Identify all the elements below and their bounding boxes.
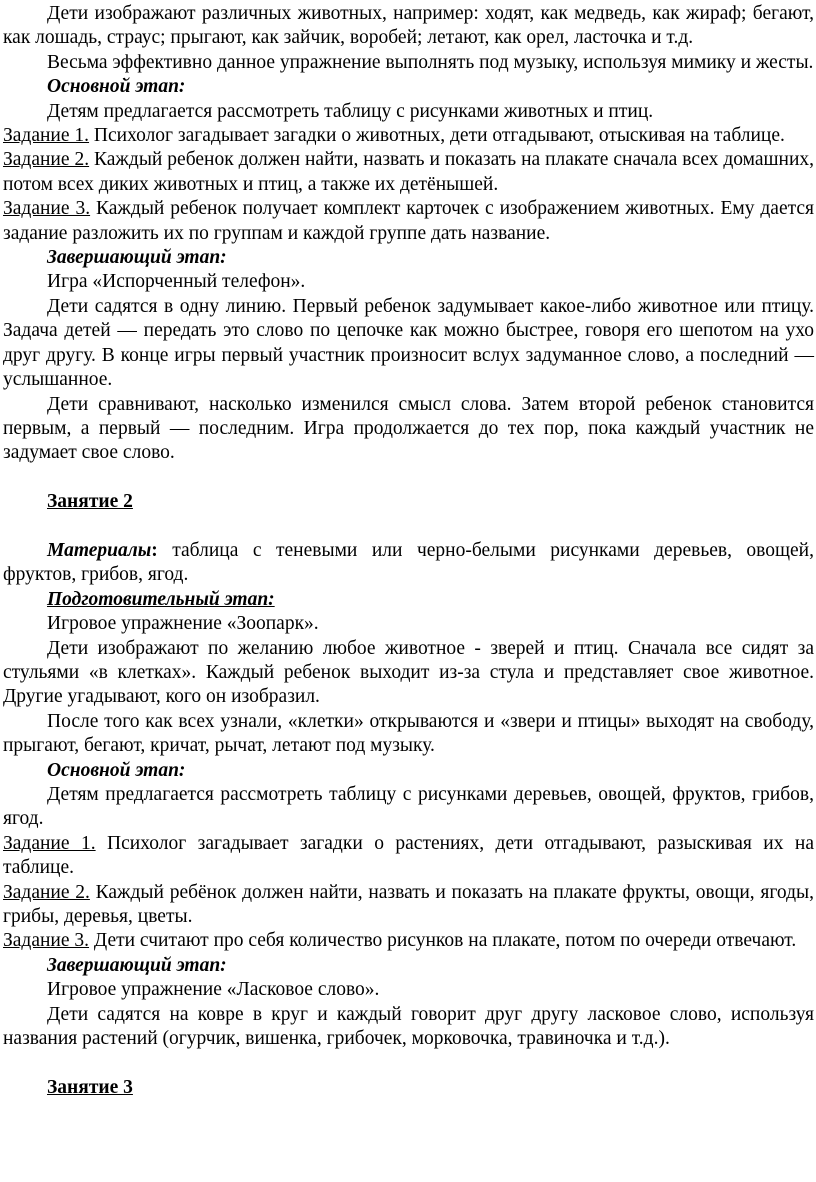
paragraph: Игра «Испорченный телефон». xyxy=(47,271,306,293)
section-heading: Завершающий этап: xyxy=(47,247,227,269)
task-text: Дети считают про себя количество рисунков на плакате, потом по очереди отвечают. xyxy=(89,930,797,952)
task-text: Психолог загадывает загадки о животных, дети отгадывают, отыскивая на таблице. xyxy=(89,125,785,147)
paragraph: Игровое упражнение «Зоопарк». xyxy=(47,613,319,635)
spacer xyxy=(3,466,814,490)
section-heading: Основной этап: xyxy=(47,76,186,98)
lesson-title: Занятие 3 xyxy=(47,1076,133,1098)
paragraph: Дети сравнивают, насколько изменился смысл слова. Затем второй ребенок становится первым, а первый — последним. Игра продолжается до тех пор, пока каждый участник не задумает свое слово. xyxy=(3,393,814,464)
task-paragraph xyxy=(3,832,814,881)
task-text: Каждый ребенок должен найти, назвать и показать на плакате сначала всех домашних, потом всех диких животных и птиц, а также их детёнышей. xyxy=(3,149,814,195)
task-text: Каждый ребенок получает комплект карточек с изображением животных. Ему дается задание разложить их по группам и каждой группе дать название. xyxy=(3,198,814,244)
materials-text: таблица с теневыми или черно-белыми рисунками деревьев, овощей, фруктов, грибов, ягод. xyxy=(3,539,814,586)
paragraph: Дети изображают по желанию любое животное - зверей и птиц. Сначала все сидят за стульями «в клетках». Каждый ребенок выходит из-за стула и представляет свое животное. Другие угадывают, кого он изобразил. xyxy=(3,637,814,708)
paragraph: Игровое упражнение «Ласковое слово». xyxy=(47,979,380,1001)
task-label: Задание 1. xyxy=(3,832,96,854)
paragraph: Дети садятся на ковре в круг и каждый говорит друг другу ласковое слово, используя названия растений (огурчик, вишенка, грибочек, морковочка, травиночка и т.д.). xyxy=(3,1003,814,1050)
task-paragraph xyxy=(3,881,814,930)
paragraph: Дети садятся в одну линию. Первый ребенок задумывает какое-либо животное или птицу. Задача детей — передать это слово по цепочке как можно быстрее, говоря его шепотом на ухо друг другу. В конце игры первый участник произносит вслух задуманное слово, а последний — услышанное. xyxy=(3,295,814,391)
spacer xyxy=(3,1051,814,1075)
section-heading: Завершающий этап: xyxy=(47,954,227,976)
task-paragraph xyxy=(3,124,814,148)
paragraph: Детям предлагается рассмотреть таблицу с рисунками деревьев, овощей, фруктов, грибов, ягод. xyxy=(3,783,814,830)
task-label: Задание 2. xyxy=(3,149,90,171)
lesson-title: Занятие 2 xyxy=(47,491,133,513)
section-heading: Основной этап: xyxy=(47,759,186,781)
materials-paragraph xyxy=(3,539,814,588)
paragraph: Детям предлагается рассмотреть таблицу с рисунками животных и птиц. xyxy=(47,100,654,122)
task-label: Задание 3. xyxy=(3,930,90,952)
materials-label: Материалы xyxy=(47,539,152,561)
paragraph: Дети изображают различных животных, например: ходят, как медведь, как жираф; бегают, как лошадь, страус; прыгают, как зайчик, воробей; летают, как орел, ласточка и т.д. xyxy=(3,3,814,49)
paragraph: После того как всех узнали, «клетки» открываются и «звери и птицы» выходят на свободу, прыгают, бегают, кричат, рычат, летают под музыку. xyxy=(3,710,814,757)
spacer xyxy=(3,515,814,539)
task-text: Каждый ребёнок должен найти, назвать и показать на плакате фрукты, овощи, ягоды, грибы, деревья, цветы. xyxy=(3,881,814,927)
section-heading: Подготовительный этап: xyxy=(47,588,275,610)
task-paragraph xyxy=(3,929,814,953)
task-paragraph xyxy=(3,148,814,197)
task-paragraph xyxy=(3,197,814,246)
task-label: Задание 1. xyxy=(3,125,90,147)
task-label: Задание 2. xyxy=(3,881,90,903)
task-text: Психолог загадывает загадки о растениях, дети отгадывают, разыскивая их на таблице. xyxy=(3,832,814,879)
task-label: Задание 3. xyxy=(3,198,91,220)
paragraph: Весьма эффективно данное упражнение выполнять под музыку, используя мимику и жесты. xyxy=(47,51,814,73)
materials-colon: : xyxy=(151,539,158,561)
